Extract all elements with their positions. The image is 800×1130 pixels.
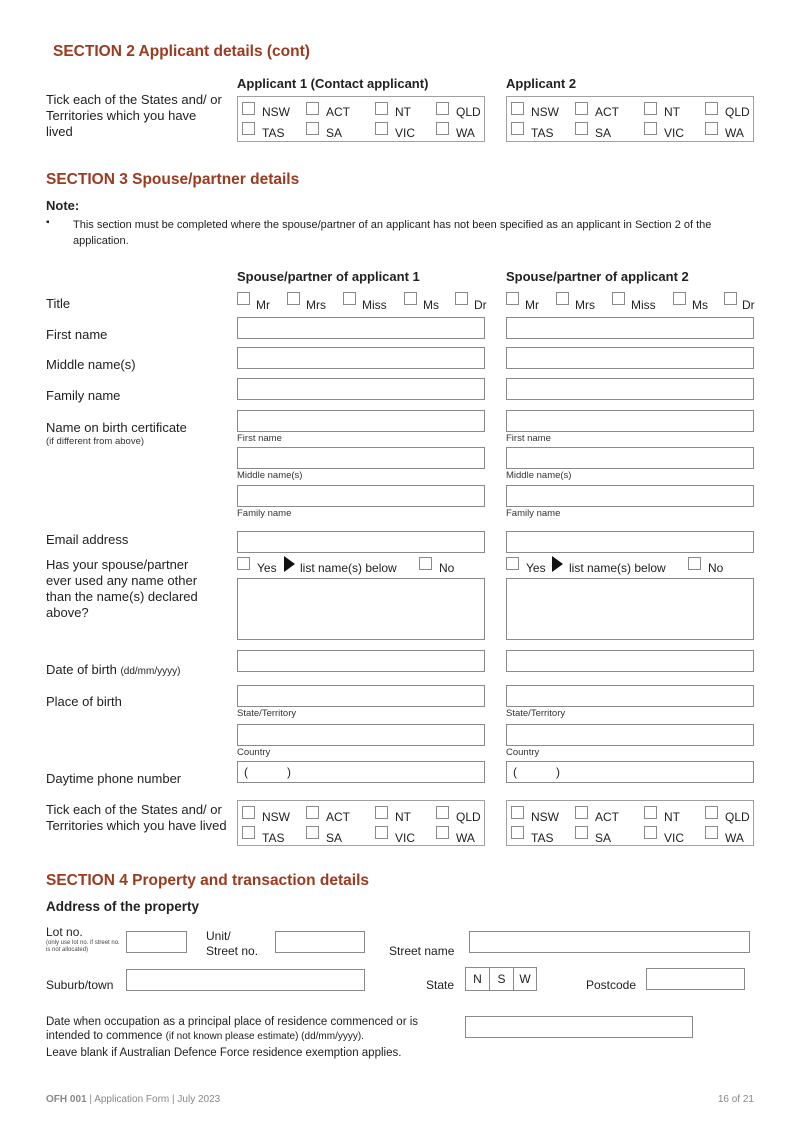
app1-state-qld-label: QLD xyxy=(456,105,481,119)
sp2-title-mr-label: Mr xyxy=(525,298,539,312)
sp2-title-miss-label: Miss xyxy=(631,298,656,312)
app1-state-sa-checkbox[interactable] xyxy=(306,122,319,135)
note-heading: Note: xyxy=(46,198,80,213)
sp1-pob-state-caption: State/Territory xyxy=(237,708,297,719)
footer-sep2: | xyxy=(172,1094,175,1105)
sp1-state-wa-checkbox[interactable] xyxy=(436,826,449,839)
sp1-bc-family-name-caption: Family name xyxy=(237,508,292,519)
app2-state-tas-label: TAS xyxy=(531,126,554,140)
sp2-family-name-field[interactable] xyxy=(506,378,754,400)
occupation-date-field[interactable] xyxy=(465,1016,693,1038)
footer-date: July 2023 xyxy=(177,1094,221,1105)
sp1-title-dr-label: Dr xyxy=(474,298,487,312)
sp1-list-below-label: list name(s) below xyxy=(300,561,397,575)
street-name-field[interactable] xyxy=(469,931,750,953)
section2-col2-heading: Applicant 2 xyxy=(506,76,577,91)
app1-state-wa-label: WA xyxy=(456,126,475,140)
sp1-state-tas-checkbox[interactable] xyxy=(242,826,255,839)
app1-state-tas-checkbox[interactable] xyxy=(242,122,255,135)
sp1-email-field[interactable] xyxy=(237,531,485,553)
sp1-state-qld-checkbox[interactable] xyxy=(436,806,449,819)
sp2-arrow-right-icon xyxy=(552,556,563,572)
pob-label: Place of birth xyxy=(46,694,122,709)
sp2-state-act-checkbox[interactable] xyxy=(575,806,588,819)
unit-street-label: Unit/ Street no. xyxy=(206,929,259,958)
footer-page-number: 16 of 21 xyxy=(717,1094,754,1105)
app1-state-qld-checkbox[interactable] xyxy=(436,102,449,115)
app2-state-sa-checkbox[interactable] xyxy=(575,122,588,135)
occupation-label: Date when occupation as a principal place of residence commenced or is intended to commence (if not known please estimate) (dd/mm/yyyy). xyxy=(46,1016,419,1042)
section3-col2-heading: Spouse/partner of applicant 2 xyxy=(506,269,689,284)
sp1-title-mr-label: Mr xyxy=(256,298,270,312)
sp1-state-nt-checkbox[interactable] xyxy=(375,806,388,819)
state-nsw-box xyxy=(465,967,537,991)
first-name-label: First name xyxy=(46,327,108,342)
leave-blank-note: Leave blank if Australian Defence Force residence exemption applies. xyxy=(46,1047,402,1059)
sp2-state-sa-label: SA xyxy=(595,831,612,845)
app2-state-nsw-label: NSW xyxy=(531,105,559,119)
dob-format: (dd/mm/yyyy) xyxy=(120,666,181,677)
sp1-other-names-no-label: No xyxy=(439,561,455,575)
app1-state-nsw-checkbox[interactable] xyxy=(242,102,255,115)
lot-number-field[interactable] xyxy=(126,931,187,953)
note-text: This section must be completed where the spouse/partner of an applicant has not been specified as an applicant in Section 2 of the application. xyxy=(73,219,712,247)
app1-state-nt-label: NT xyxy=(395,105,411,119)
footer-code: OFH 001 xyxy=(46,1094,87,1105)
sp1-state-vic-label: VIC xyxy=(395,831,416,845)
app2-state-nt-label: NT xyxy=(664,105,680,119)
section3-title: SECTION 3 Spouse/partner details xyxy=(46,171,300,188)
sp2-state-nt-label: NT xyxy=(664,810,680,824)
sp1-bc-family-name-field[interactable] xyxy=(237,485,485,507)
sp2-title-mr-checkbox[interactable] xyxy=(506,292,519,305)
app1-state-wa-checkbox[interactable] xyxy=(436,122,449,135)
app1-state-act-checkbox[interactable] xyxy=(306,102,319,115)
middle-names-label: Middle name(s) xyxy=(46,357,136,372)
sp1-pob-country-caption: Country xyxy=(237,747,271,758)
app2-state-nt-checkbox[interactable] xyxy=(644,102,657,115)
sp2-email-field[interactable] xyxy=(506,531,754,553)
sp1-title-ms-label: Ms xyxy=(423,298,439,312)
unit-street-number-field[interactable] xyxy=(275,931,365,953)
sp1-dob-field[interactable] xyxy=(237,650,485,672)
sp1-state-sa-checkbox[interactable] xyxy=(306,826,319,839)
sp1-first-name-field[interactable] xyxy=(237,317,485,339)
sp2-other-names-no-checkbox[interactable] xyxy=(688,557,701,570)
suburb-field[interactable] xyxy=(126,969,365,991)
sp2-pob-state-caption: State/Territory xyxy=(506,708,566,719)
postcode-label: Postcode xyxy=(586,978,637,992)
footer-form: Application Form xyxy=(94,1094,170,1105)
sp2-first-name-field[interactable] xyxy=(506,317,754,339)
sp1-other-names-no-checkbox[interactable] xyxy=(419,557,432,570)
sp-states-label: Tick each of the States and/ or Territories which you have lived xyxy=(46,802,227,833)
app2-state-act-checkbox[interactable] xyxy=(575,102,588,115)
sp1-pob-state-field[interactable] xyxy=(237,685,485,707)
sp2-other-names-textarea[interactable] xyxy=(506,578,754,640)
sp1-title-miss-label: Miss xyxy=(362,298,387,312)
sp2-state-wa-label: WA xyxy=(725,831,744,845)
app1-state-nt-checkbox[interactable] xyxy=(375,102,388,115)
section2-col1-heading: Applicant 1 (Contact applicant) xyxy=(237,76,429,91)
sp2-state-vic-checkbox[interactable] xyxy=(644,826,657,839)
sp1-state-wa-label: WA xyxy=(456,831,475,845)
sp2-state-qld-label: QLD xyxy=(725,810,750,824)
app1-state-vic-checkbox[interactable] xyxy=(375,122,388,135)
sp2-state-act-label: ACT xyxy=(595,810,619,824)
sp2-list-below-label: list name(s) below xyxy=(569,561,666,575)
state-letter-w: W xyxy=(519,972,531,986)
sp2-state-nsw-label: NSW xyxy=(531,810,559,824)
footer-sep1: | xyxy=(89,1094,92,1105)
sp2-other-names-yes-label: Yes xyxy=(526,561,546,575)
sp2-state-nsw-checkbox[interactable] xyxy=(511,806,524,819)
sp2-bc-first-name-field[interactable] xyxy=(506,410,754,432)
sp1-bc-first-name-caption: First name xyxy=(237,433,282,444)
sp1-phone-field[interactable] xyxy=(237,761,485,783)
occupation-note: (if not known please estimate) (dd/mm/yyyy). xyxy=(165,1031,364,1042)
street-name-label: Street name xyxy=(389,944,455,958)
app1-state-vic-label: VIC xyxy=(395,126,416,140)
sp2-state-nt-checkbox[interactable] xyxy=(644,806,657,819)
sp1-state-nt-label: NT xyxy=(395,810,411,824)
sp1-state-vic-checkbox[interactable] xyxy=(375,826,388,839)
app2-state-qld-label: QLD xyxy=(725,105,750,119)
sp2-state-vic-label: VIC xyxy=(664,831,685,845)
app1-state-nsw-label: NSW xyxy=(262,105,290,119)
sp1-bc-middle-names-field[interactable] xyxy=(237,447,485,469)
note-bullet: ▪ xyxy=(46,217,50,228)
sp2-bc-middle-names-caption: Middle name(s) xyxy=(506,470,572,481)
sp1-state-act-checkbox[interactable] xyxy=(306,806,319,819)
section4-title: SECTION 4 Property and transaction details xyxy=(46,872,369,889)
phone-label: Daytime phone number xyxy=(46,771,182,786)
other-names-label: Has your spouse/partner ever used any name other than the name(s) declared above? xyxy=(46,557,198,620)
sp2-state-qld-checkbox[interactable] xyxy=(705,806,718,819)
suburb-label: Suburb/town xyxy=(46,978,114,992)
sp1-title-mr-checkbox[interactable] xyxy=(237,292,250,305)
sp1-phone-close-paren: ) xyxy=(287,765,291,779)
family-name-label: Family name xyxy=(46,388,121,403)
sp2-title-miss-checkbox[interactable] xyxy=(612,292,625,305)
lot-note: (only use lot no. if street no. is not allocated) xyxy=(46,940,120,953)
sp1-title-dr-checkbox[interactable] xyxy=(455,292,468,305)
title-label: Title xyxy=(46,296,71,311)
sp2-state-tas-label: TAS xyxy=(531,831,554,845)
sp2-dob-field[interactable] xyxy=(506,650,754,672)
sp1-bc-middle-names-caption: Middle name(s) xyxy=(237,470,303,481)
sp2-bc-middle-names-field[interactable] xyxy=(506,447,754,469)
birth-cert-label: Name on birth certificate xyxy=(46,420,187,435)
app2-state-wa-label: WA xyxy=(725,126,744,140)
sp2-pob-state-field[interactable] xyxy=(506,685,754,707)
app2-state-tas-checkbox[interactable] xyxy=(511,122,524,135)
app2-state-act-label: ACT xyxy=(595,105,619,119)
sp1-other-names-yes-label: Yes xyxy=(257,561,277,575)
app2-state-vic-label: VIC xyxy=(664,126,685,140)
sp2-title-dr-label: Dr xyxy=(742,298,755,312)
sp1-phone-open-paren: ( xyxy=(244,765,248,779)
sp1-state-nsw-checkbox[interactable] xyxy=(242,806,255,819)
sp2-title-dr-checkbox[interactable] xyxy=(724,292,737,305)
footer-left xyxy=(46,1094,220,1105)
sp2-phone-close-paren: ) xyxy=(556,765,560,779)
state-label: State xyxy=(426,978,455,992)
sp1-other-names-yes-checkbox[interactable] xyxy=(237,557,250,570)
sp1-title-miss-checkbox[interactable] xyxy=(343,292,356,305)
sp1-middle-names-field[interactable] xyxy=(237,347,485,369)
app2-state-sa-label: SA xyxy=(595,126,612,140)
sp1-state-qld-label: QLD xyxy=(456,810,481,824)
sp1-title-mrs-label: Mrs xyxy=(306,298,326,312)
section3-col1-heading: Spouse/partner of applicant 1 xyxy=(237,269,420,284)
sp1-state-sa-label: SA xyxy=(326,831,343,845)
dob-label: Date of birth (dd/mm/yyyy) xyxy=(46,662,181,677)
sp2-phone-open-paren: ( xyxy=(513,765,517,779)
sp1-bc-first-name-field[interactable] xyxy=(237,410,485,432)
birth-cert-note: (if different from above) xyxy=(46,436,145,447)
app2-state-wa-checkbox[interactable] xyxy=(705,122,718,135)
sp2-state-sa-checkbox[interactable] xyxy=(575,826,588,839)
email-label: Email address xyxy=(46,532,129,547)
app1-state-sa-label: SA xyxy=(326,126,343,140)
app2-state-qld-checkbox[interactable] xyxy=(705,102,718,115)
sp1-title-ms-checkbox[interactable] xyxy=(404,292,417,305)
sp2-pob-country-caption: Country xyxy=(506,747,540,758)
sp1-pob-country-field[interactable] xyxy=(237,724,485,746)
sp2-other-names-no-label: No xyxy=(708,561,724,575)
sp2-bc-family-name-field[interactable] xyxy=(506,485,754,507)
app1-state-act-label: ACT xyxy=(326,105,350,119)
section2-states-label: Tick each of the States and/ or Territories which you have lived xyxy=(46,92,222,139)
state-letter-n: N xyxy=(466,968,490,990)
sp1-family-name-field[interactable] xyxy=(237,378,485,400)
state-letter-s: S xyxy=(490,968,514,990)
lot-label: Lot no. xyxy=(46,925,83,939)
sp1-state-tas-label: TAS xyxy=(262,831,285,845)
sp2-state-wa-checkbox[interactable] xyxy=(705,826,718,839)
app2-state-vic-checkbox[interactable] xyxy=(644,122,657,135)
app1-state-tas-label: TAS xyxy=(262,126,285,140)
section2-title: SECTION 2 Applicant details (cont) xyxy=(53,43,310,60)
app2-state-nsw-checkbox[interactable] xyxy=(511,102,524,115)
postcode-field[interactable] xyxy=(646,968,745,990)
sp2-phone-field[interactable] xyxy=(506,761,754,783)
sp1-state-nsw-label: NSW xyxy=(262,810,290,824)
sp1-state-act-label: ACT xyxy=(326,810,350,824)
sp2-title-ms-label: Ms xyxy=(692,298,708,312)
sp2-pob-country-field[interactable] xyxy=(506,724,754,746)
sp2-middle-names-field[interactable] xyxy=(506,347,754,369)
sp1-other-names-textarea[interactable] xyxy=(237,578,485,640)
sp2-title-mrs-checkbox[interactable] xyxy=(556,292,569,305)
sp2-bc-family-name-caption: Family name xyxy=(506,508,561,519)
sp2-title-mrs-label: Mrs xyxy=(575,298,595,312)
sp1-arrow-right-icon xyxy=(284,556,295,572)
sp2-state-tas-checkbox[interactable] xyxy=(511,826,524,839)
address-heading: Address of the property xyxy=(46,899,200,914)
sp2-title-ms-checkbox[interactable] xyxy=(673,292,686,305)
sp2-bc-first-name-caption: First name xyxy=(506,433,551,444)
sp1-title-mrs-checkbox[interactable] xyxy=(287,292,300,305)
sp2-other-names-yes-checkbox[interactable] xyxy=(506,557,519,570)
